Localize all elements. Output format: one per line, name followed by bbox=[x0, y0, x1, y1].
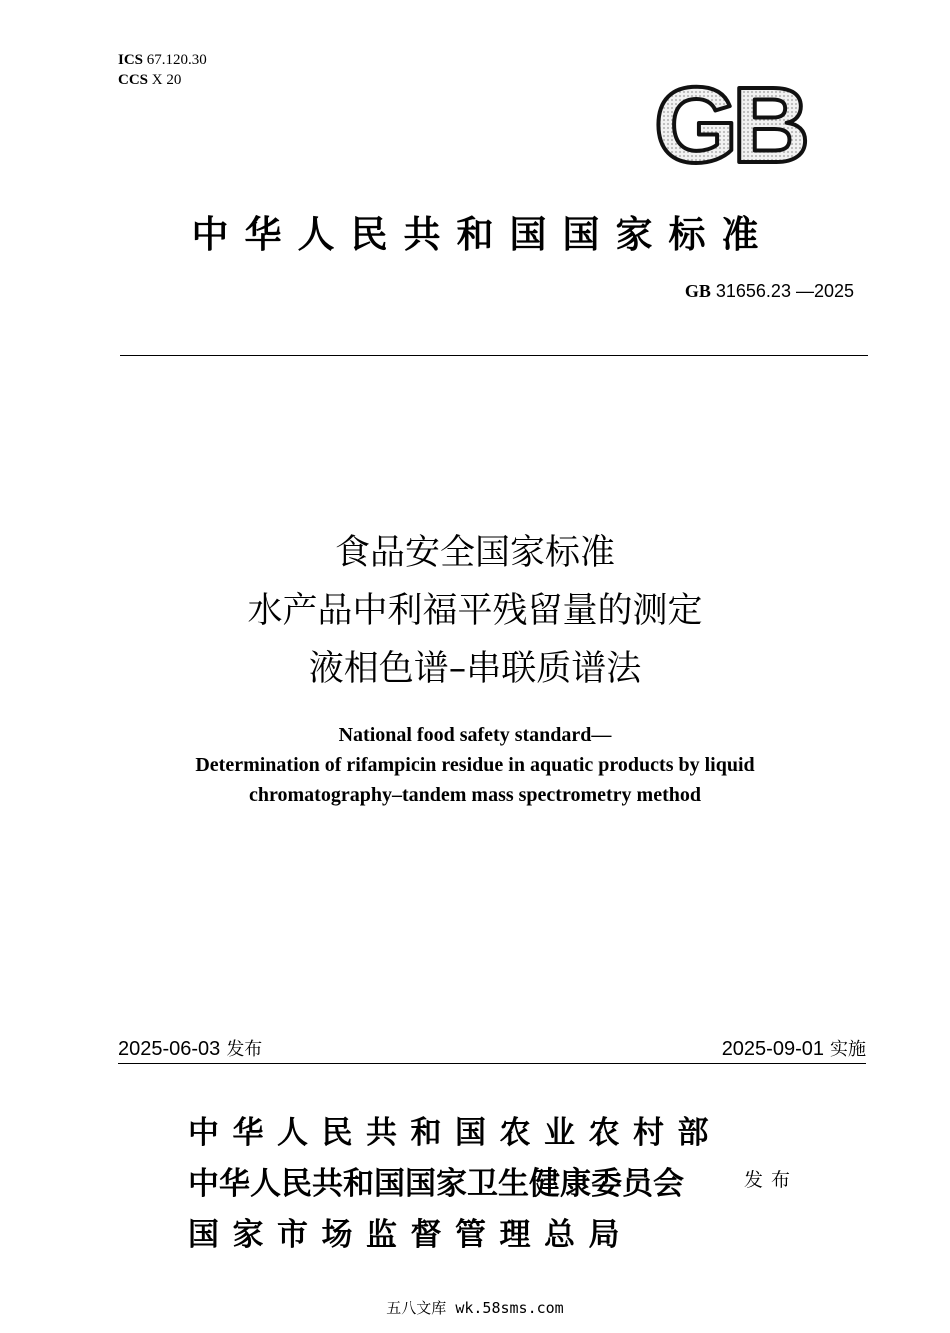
header-divider bbox=[120, 355, 868, 356]
ccs-code: CCS X 20 bbox=[118, 72, 182, 88]
chinese-title bbox=[0, 524, 950, 698]
issuing-authorities bbox=[188, 1108, 722, 1261]
gb-logo bbox=[638, 78, 820, 170]
issuer-health-commission: 中华人民共和国国家卫生健康委员会 bbox=[188, 1166, 684, 1202]
english-title-line: Determination of rifampicin residue in aquatic products by liquid bbox=[195, 754, 755, 776]
effective-date: 2025-09-01 实施 bbox=[721, 1038, 866, 1060]
english-title bbox=[0, 720, 950, 810]
issuer-market-regulation: 国家市场监督管理总局 bbox=[188, 1217, 633, 1253]
issuer-ministry-agriculture: 中华人民共和国农业农村部 bbox=[188, 1115, 722, 1151]
english-title-line: chromatography–tandem mass spectrometry method bbox=[249, 784, 701, 806]
footer-divider bbox=[118, 1063, 866, 1064]
chinese-title-line: 食品安全国家标准 bbox=[334, 533, 615, 573]
classification-codes bbox=[118, 50, 207, 90]
standard-number: GB 31656.23 —2025 bbox=[684, 281, 854, 301]
chinese-title-line: 液相色谱–串联质谱法 bbox=[308, 649, 642, 689]
svg-text:GB: GB bbox=[654, 78, 804, 170]
watermark-footer: 五八文库 wk.58sms.com bbox=[386, 1299, 564, 1317]
english-title-line: National food safety standard— bbox=[338, 724, 612, 746]
issue-date: 2025-06-03 发布 bbox=[118, 1038, 263, 1060]
national-standard-title: 中华人民共和国国家标准 bbox=[191, 213, 775, 256]
ics-code: ICS 67.120.30 bbox=[118, 52, 207, 68]
chinese-title-line: 水产品中利福平残留量的测定 bbox=[247, 591, 703, 631]
publish-label: 发布 bbox=[744, 1169, 799, 1191]
